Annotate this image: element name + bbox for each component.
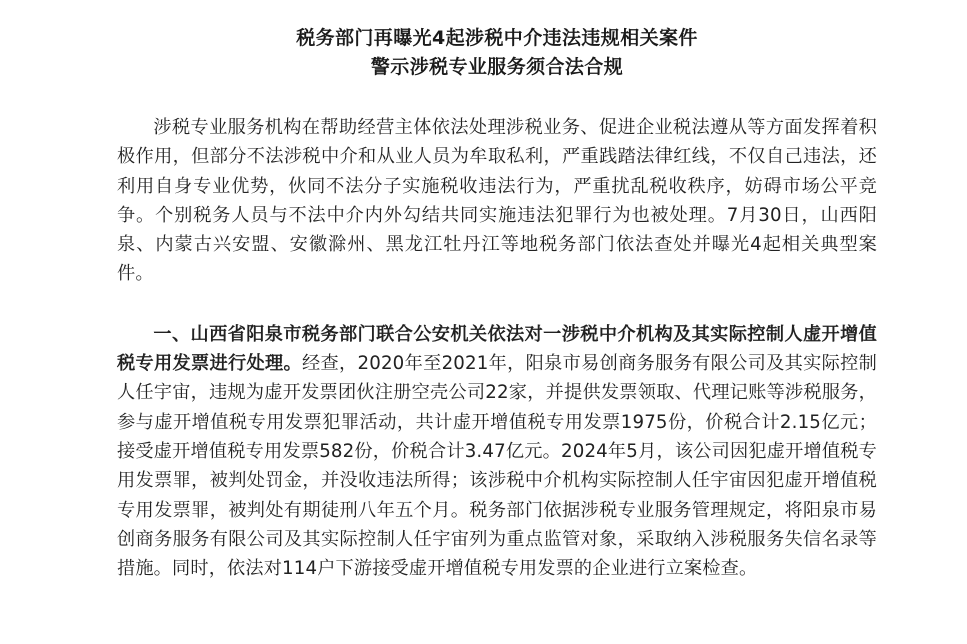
case-1-body: 经查，2020年至2021年，阳泉市易创商务服务有限公司及其实际控制人任宇宙，违规为虚开发票团伙注册空壳公司22家，并提供发票领取、代理记账等涉税服务，参与虚开增值税专用发票犯罪活动，共计虚开增值税专用发票1975份，价税合计2.15亿元；接受虚开增值税专用发票582份，价税合计3.47亿元。2024年5月，该公司因犯虚开增值税专用发票罪，被判处罚金，并没收违法所得；该涉税中介机构实际控制人任宇宙因犯虚开增值税专用发票罪，被判处有期徒刑八年五个月。税务部门依据涉税专业服务管理规定，将阳泉市易创商务服务有限公司及其实际控制人任宇宙列为重点监管对象，采取纳入涉税服务失信名录等措施。同时，依法对114户下游接受虚开增值税专用发票的企业进行立案检查。	[117, 353, 877, 580]
title-line-2: 警示涉税专业服务须合法合规	[370, 56, 624, 78]
case-1-paragraph	[117, 320, 877, 584]
news-article	[117, 24, 877, 583]
intro-paragraph: 涉税专业服务机构在帮助经营主体依法处理涉税业务、促进企业税法遵从等方面发挥着积极作用，但部分不法涉税中介和从业人员为牟取私利，严重践踏法律红线，不仅自己违法，还利用自身专业优势，伙同不法分子实施税收违法行为，严重扰乱税收秩序，妨碍市场公平竞争。个别税务人员与不法中介内外勾结共同实施违法犯罪行为也被处理。7月30日，山西阳泉、内蒙古兴安盟、安徽滁州、黑龙江牡丹江等地税务部门依法查处并曝光4起相关典型案件。	[117, 117, 877, 285]
article-title	[117, 24, 877, 82]
title-line-1: 税务部门再曝光4起涉税中介违法违规相关案件	[296, 27, 698, 49]
case-1-heading: 一、山西省阳泉市税务部门联合公安机关依法对一涉税中介机构及其实际控制人虚开增值税专用发票进行处理。	[117, 323, 877, 375]
